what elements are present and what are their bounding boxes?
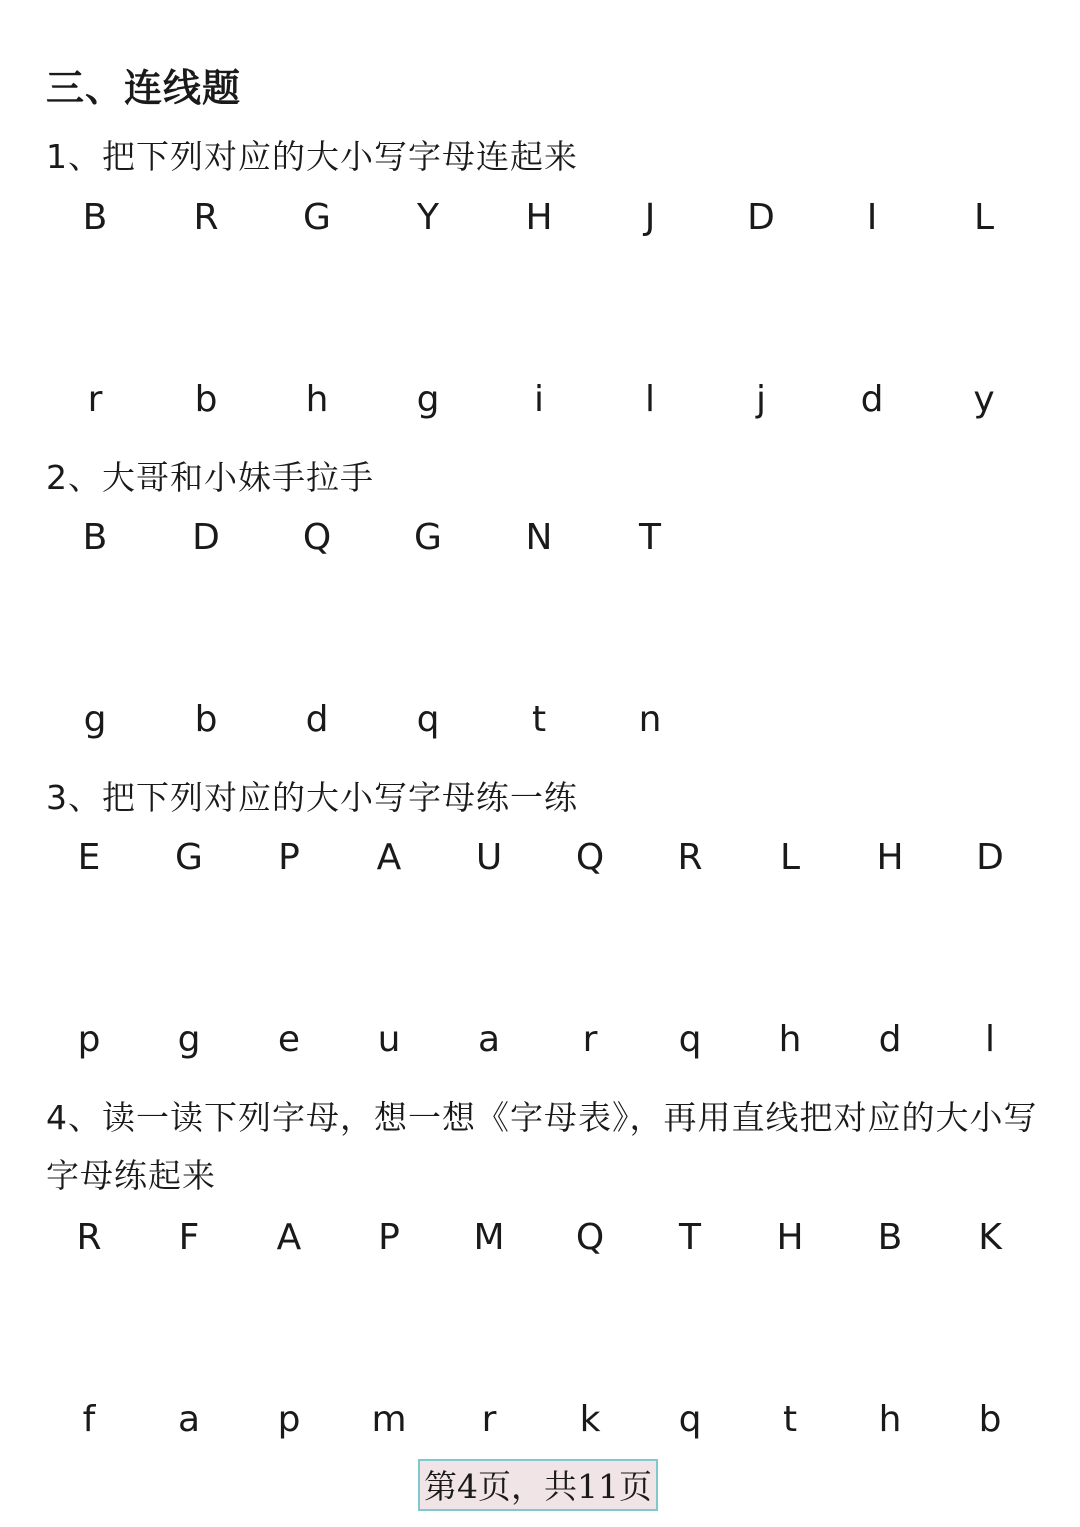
letter-upper[interactable]: R bbox=[193, 197, 219, 238]
letter-lower[interactable]: t bbox=[782, 1399, 798, 1440]
question-3-uppercase-row bbox=[0, 828, 1080, 888]
letter-upper[interactable]: G bbox=[303, 197, 331, 238]
letter-upper[interactable]: H bbox=[525, 197, 553, 238]
letter-upper[interactable]: G bbox=[414, 517, 442, 558]
letter-lower[interactable]: n bbox=[638, 699, 662, 740]
letter-lower[interactable]: h bbox=[878, 1399, 902, 1440]
letter-lower[interactable]: a bbox=[177, 1399, 201, 1440]
letter-lower[interactable]: f bbox=[82, 1399, 96, 1440]
letter-lower[interactable]: r bbox=[87, 379, 103, 420]
letter-upper[interactable]: K bbox=[978, 1217, 1002, 1258]
letter-lower[interactable]: r bbox=[582, 1019, 598, 1060]
letter-lower[interactable]: m bbox=[371, 1399, 407, 1440]
letter-upper[interactable]: U bbox=[475, 837, 503, 878]
letter-lower[interactable]: g bbox=[416, 379, 440, 420]
letter-upper[interactable]: J bbox=[644, 197, 656, 238]
letter-lower[interactable]: h bbox=[778, 1019, 802, 1060]
letter-lower[interactable]: g bbox=[83, 699, 107, 740]
letter-lower[interactable]: d bbox=[860, 379, 884, 420]
question-1-text: 1、把下列对应的大小写字母连起来 bbox=[46, 137, 578, 176]
letter-lower[interactable]: q bbox=[678, 1019, 702, 1060]
question-4-text: 4、读一读下列字母，想一想《字母表》，再用直线把对应的大小写字母练起来 bbox=[46, 1098, 1038, 1195]
letter-lower[interactable]: b bbox=[194, 379, 218, 420]
letter-upper[interactable]: Q bbox=[575, 1217, 605, 1258]
letter-lower[interactable]: t bbox=[531, 699, 547, 740]
letter-upper[interactable]: F bbox=[178, 1217, 200, 1258]
letter-upper[interactable]: D bbox=[747, 197, 775, 238]
letter-lower[interactable]: e bbox=[277, 1019, 301, 1060]
question-2-lowercase-row bbox=[0, 690, 1080, 750]
letter-upper[interactable]: A bbox=[276, 1217, 302, 1258]
question-3-text: 3、把下列对应的大小写字母练一练 bbox=[46, 778, 578, 817]
letter-upper[interactable]: B bbox=[877, 1217, 903, 1258]
question-1-uppercase-row bbox=[0, 188, 1080, 248]
question-1-lowercase-row bbox=[0, 370, 1080, 430]
question-4-uppercase-row bbox=[0, 1208, 1080, 1268]
letter-upper[interactable]: Y bbox=[417, 197, 439, 238]
letter-upper[interactable]: P bbox=[378, 1217, 400, 1258]
question-2-text: 2、大哥和小妹手拉手 bbox=[46, 458, 374, 497]
section-title: 三、连线题 bbox=[46, 66, 242, 110]
question-2-uppercase-row bbox=[0, 508, 1080, 568]
letter-upper[interactable]: N bbox=[525, 517, 553, 558]
letter-lower[interactable]: b bbox=[978, 1399, 1002, 1440]
letter-lower[interactable]: j bbox=[755, 379, 766, 420]
letter-upper[interactable]: D bbox=[976, 837, 1004, 878]
letter-upper[interactable]: E bbox=[77, 837, 101, 878]
letter-lower[interactable]: i bbox=[533, 379, 544, 420]
letter-lower[interactable]: p bbox=[277, 1399, 301, 1440]
letter-upper[interactable]: I bbox=[866, 197, 878, 238]
letter-lower[interactable]: d bbox=[878, 1019, 902, 1060]
letter-lower[interactable]: p bbox=[77, 1019, 101, 1060]
letter-lower[interactable]: g bbox=[177, 1019, 201, 1060]
letter-upper[interactable]: L bbox=[973, 197, 995, 238]
letter-lower[interactable]: q bbox=[416, 699, 440, 740]
letter-lower[interactable]: q bbox=[678, 1399, 702, 1440]
letter-upper[interactable]: G bbox=[175, 837, 203, 878]
letter-upper[interactable]: B bbox=[82, 197, 108, 238]
letter-lower[interactable]: r bbox=[481, 1399, 497, 1440]
letter-lower[interactable]: y bbox=[973, 379, 995, 420]
question-4-lowercase-row bbox=[0, 1390, 1080, 1450]
letter-lower[interactable]: h bbox=[305, 379, 329, 420]
letter-lower[interactable]: l bbox=[644, 379, 655, 420]
letter-lower[interactable]: l bbox=[984, 1019, 995, 1060]
letter-upper[interactable]: M bbox=[473, 1217, 505, 1258]
letter-upper[interactable]: H bbox=[876, 837, 904, 878]
letter-upper[interactable]: L bbox=[779, 837, 801, 878]
question-3-lowercase-row bbox=[0, 1010, 1080, 1070]
letter-upper[interactable]: P bbox=[278, 837, 300, 878]
letter-lower[interactable]: d bbox=[305, 699, 329, 740]
letter-lower[interactable]: u bbox=[377, 1019, 401, 1060]
letter-upper[interactable]: Q bbox=[575, 837, 605, 878]
letter-upper[interactable]: H bbox=[776, 1217, 804, 1258]
letter-upper[interactable]: R bbox=[76, 1217, 102, 1258]
letter-lower[interactable]: k bbox=[579, 1399, 601, 1440]
letter-lower[interactable]: a bbox=[477, 1019, 501, 1060]
letter-lower[interactable]: b bbox=[194, 699, 218, 740]
page-number-footer: 第4页，共11页 bbox=[418, 1459, 658, 1511]
letter-upper[interactable]: B bbox=[82, 517, 108, 558]
letter-upper[interactable]: D bbox=[192, 517, 220, 558]
letter-upper[interactable]: T bbox=[639, 517, 661, 558]
letter-upper[interactable]: R bbox=[677, 837, 703, 878]
letter-upper[interactable]: T bbox=[679, 1217, 701, 1258]
letter-upper[interactable]: Q bbox=[302, 517, 332, 558]
letter-upper[interactable]: A bbox=[376, 837, 402, 878]
